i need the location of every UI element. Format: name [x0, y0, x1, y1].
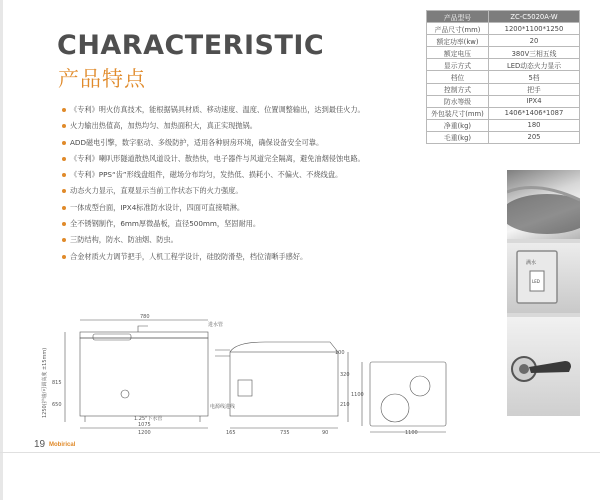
- plan-view: [362, 362, 446, 432]
- feature-text: 《专利》PPS“齿”形线盘组件，磁场分布均匀，发热低、损耗小、不偏火、不烧线盘。: [70, 170, 343, 180]
- feature-item: [62, 200, 457, 216]
- cooktop-recess-shape: [507, 194, 580, 234]
- spec-row: [427, 131, 580, 143]
- bullet-icon: [62, 157, 66, 161]
- plan-large-burner: [381, 394, 409, 422]
- label-water-out: 1.25"下水管: [134, 416, 163, 422]
- feature-text: 全不锈钢制作，6mm厚微晶板，直径500mm，坚固耐用。: [70, 219, 261, 229]
- dim-100: 100: [335, 350, 345, 356]
- feature-text: 火力输出热值高，加热均匀、加热面积大，真正实现抛锅。: [70, 121, 257, 131]
- footer-divider: [0, 452, 600, 453]
- side-top-shape: [230, 342, 338, 352]
- side-view: [215, 342, 348, 428]
- spec-row: [427, 59, 580, 71]
- bullet-icon: [62, 238, 66, 242]
- spec-value: LED动态火力显示: [489, 59, 580, 71]
- spec-row: [427, 71, 580, 83]
- spec-table: [426, 10, 580, 144]
- spec-key: 防水等级: [427, 95, 489, 107]
- feature-text: ADD磁电引擎，数字驱动、多级防护，适用各种厨房环境，确保设备安全可靠。: [70, 137, 324, 147]
- knob-center-shape: [519, 364, 529, 374]
- feature-item: [62, 135, 457, 151]
- bullet-icon: [62, 141, 66, 145]
- dim-320: 320: [340, 372, 350, 378]
- dim-1250-vertical: 1250(护墙/可调高度 ±15mm): [42, 347, 48, 418]
- page-title: CHARACTERISTIC: [57, 30, 325, 61]
- spec-row: [427, 95, 580, 107]
- feature-item: [62, 151, 457, 167]
- spec-key: 额定电压: [427, 47, 489, 59]
- spec-key: 产品型号: [427, 11, 489, 23]
- spec-value: 把手: [489, 83, 580, 95]
- spec-value: ZC-C5020A-W: [489, 11, 580, 23]
- panel-label: LED: [532, 279, 540, 284]
- spec-value: 5档: [489, 71, 580, 83]
- bullet-icon: [62, 173, 66, 177]
- feature-item: [62, 232, 457, 248]
- plan-body-shape: [370, 362, 446, 426]
- label-water-in: 进水管: [208, 322, 224, 328]
- spec-value: 1406*1406*1087: [489, 107, 580, 119]
- page-edge: [0, 0, 3, 500]
- spec-row: [427, 107, 580, 119]
- bullet-icon: [62, 206, 66, 210]
- bullet-icon: [62, 222, 66, 226]
- handle-image: [507, 317, 580, 416]
- feature-item: [62, 249, 457, 265]
- pan-shape: [93, 334, 131, 340]
- bullet-icon: [62, 124, 66, 128]
- spec-key: 净重(kg): [427, 119, 489, 131]
- feature-text: 《专利》喇叭形隧道散热风道设计、散热快，电子器件与风道完全隔离，避免油烟侵蚀电路。: [70, 153, 365, 163]
- cooktop-edge-photo: [507, 170, 580, 239]
- spec-value: 20: [489, 35, 580, 47]
- feature-text: 三防结构，防水、防油烟、防虫。: [70, 235, 178, 245]
- dim-815: 815: [52, 380, 62, 386]
- feature-item: [62, 102, 457, 118]
- dim-1100-side: 1100: [351, 392, 364, 398]
- page-number: 19: [34, 439, 46, 450]
- spec-row: [427, 23, 580, 35]
- bullet-icon: [62, 255, 66, 259]
- feature-item: [62, 118, 457, 134]
- dim-165: 165: [226, 430, 236, 435]
- dim-1100-plan: 1100: [405, 430, 418, 435]
- side-box-shape: [238, 380, 252, 396]
- technical-drawing: [30, 310, 450, 435]
- side-body-shape: [230, 352, 338, 416]
- control-panel-image: [507, 243, 580, 313]
- feature-text: 一体成型台面，IPX4标准防水设计，四面可直接喷淋。: [70, 202, 245, 212]
- spec-row: [427, 83, 580, 95]
- page-subtitle: 产品特点: [58, 67, 146, 91]
- detail-photo-strip: [507, 170, 580, 416]
- handle-photo: [507, 317, 580, 416]
- feature-text: 合金材质火力调节把手，人机工程学设计，硅胶防滑垫，档位清晰手感好。: [70, 251, 308, 261]
- spec-row: [427, 119, 580, 131]
- spec-row: [427, 35, 580, 47]
- panel-title: 满水: [526, 260, 537, 266]
- spec-value: IPX4: [489, 95, 580, 107]
- spec-row: [427, 11, 580, 23]
- spec-key: 产品尺寸(mm): [427, 23, 489, 35]
- pipe-shape: [215, 350, 230, 356]
- label-cable: 电源线进线: [210, 404, 236, 410]
- dim-780: 780: [140, 314, 150, 320]
- spec-key: 额定功率(kw): [427, 35, 489, 47]
- spec-key: 外包装尺寸(mm): [427, 107, 489, 119]
- brand-logo: Mobirical: [49, 442, 76, 448]
- feature-item: [62, 183, 457, 199]
- bullet-icon: [62, 189, 66, 193]
- dim-735: 735: [280, 430, 290, 435]
- dim-1075: 1075: [138, 422, 151, 428]
- dim-90: 90: [322, 430, 329, 435]
- spec-value: 1200*1100*1250: [489, 23, 580, 35]
- plan-small-burner: [410, 376, 430, 396]
- feature-item: [62, 167, 457, 183]
- faucet-shape: [138, 326, 148, 332]
- feature-item: [62, 216, 457, 232]
- bullet-icon: [62, 108, 66, 112]
- front-body-shape: [80, 338, 208, 416]
- spec-key: 毛重(kg): [427, 131, 489, 143]
- dim-650: 650: [52, 402, 62, 408]
- dim-1200-front: 1200: [138, 430, 151, 435]
- cooktop-edge-image: [507, 170, 580, 239]
- spec-value: 205: [489, 131, 580, 143]
- front-knob-shape: [121, 390, 129, 398]
- spec-key: 显示方式: [427, 59, 489, 71]
- control-panel-photo: [507, 243, 580, 313]
- spec-row: [427, 47, 580, 59]
- front-view: [65, 320, 208, 428]
- spec-key: 控制方式: [427, 83, 489, 95]
- feature-list: [62, 102, 457, 265]
- dim-210: 210: [340, 402, 350, 408]
- front-top-shape: [80, 332, 208, 338]
- feature-text: 动态火力显示，直观显示当前工作状态下的火力强度。: [70, 186, 243, 196]
- spec-value: 180: [489, 119, 580, 131]
- feature-text: 《专利》明火仿真技术，能根据锅具材质、移动速度、温度、位置调整输出，达到最佳火力。: [70, 105, 365, 114]
- spec-key: 档位: [427, 71, 489, 83]
- spec-value: 380V三相五线: [489, 47, 580, 59]
